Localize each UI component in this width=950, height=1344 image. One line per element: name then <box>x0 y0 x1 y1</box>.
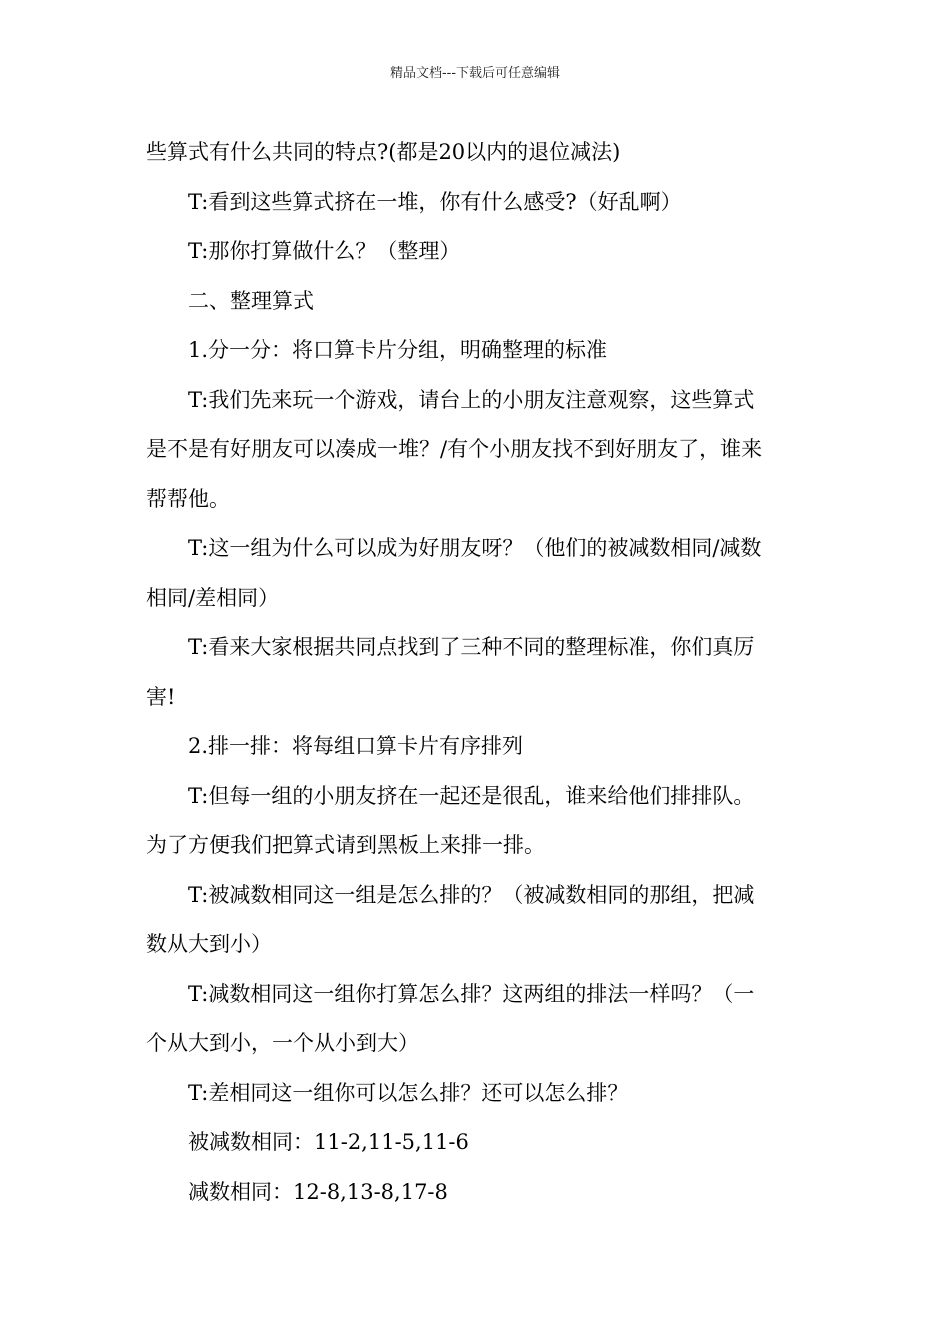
text-line: 1.分一分：将口算卡片分组，明确整理的标准 <box>188 338 608 362</box>
example-subtrahend-same <box>146 1168 810 1218</box>
paragraph-game <box>146 376 810 525</box>
text-line: T:看到这些算式挤在一堆，你有什么感受?（好乱啊） <box>188 189 682 214</box>
text-line: T:看来大家根据共同点找到了三种不同的整理标准，你们真厉 <box>188 635 755 659</box>
text-line: 为了方便我们把算式请到黑板上来排一排。 <box>146 833 545 857</box>
text-line: T:差相同这一组你可以怎么排？还可以怎么排？ <box>188 1080 629 1105</box>
document-body <box>146 128 810 1217</box>
text-line: T:但每一组的小朋友挤在一起还是很乱，谁来给他们排排队。 <box>188 783 755 808</box>
paragraph-continuation <box>146 128 810 178</box>
paragraph-subtrahend-same <box>146 970 810 1069</box>
paragraph-difference-same <box>146 1069 810 1119</box>
text-line: T:那你打算做什么？（整理） <box>188 239 461 263</box>
paragraph-why-friends <box>146 524 810 623</box>
text-line: 害! <box>146 684 176 709</box>
section-heading-organize <box>146 277 810 327</box>
step-heading-group <box>146 326 810 376</box>
text-line: 个从大到小，一个从小到大） <box>146 1031 419 1055</box>
text-line: 相同/差相同） <box>146 585 280 610</box>
paragraph-plan-question <box>146 227 810 277</box>
paragraph-three-standards <box>146 623 810 722</box>
page-header: 精品文档---下载后可任意编辑 <box>389 66 561 81</box>
paragraph-feeling-question <box>146 178 810 228</box>
text-line: T:被减数相同这一组是怎么排的？（被减数相同的那组，把减 <box>188 882 755 907</box>
text-line: 2.排一排：将每组口算卡片有序排列 <box>188 734 524 758</box>
text-line: 二、整理算式 <box>188 288 314 313</box>
text-line: 被减数相同：11-2,11-5,11-6 <box>188 1130 469 1154</box>
text-line: 数从大到小） <box>146 932 272 956</box>
text-line: 减数相同：12-8,13-8,17-8 <box>188 1179 448 1204</box>
example-minuend-same <box>146 1118 810 1168</box>
text-line: T:这一组为什么可以成为好朋友呀？（他们的被减数相同/减数 <box>188 536 762 560</box>
paragraph-minuend-same <box>146 871 810 970</box>
paragraph-line-up <box>146 772 810 871</box>
text-line: T:我们先来玩一个游戏，请台上的小朋友注意观察，这些算式 <box>188 387 755 412</box>
step-heading-order <box>146 722 810 772</box>
text-line: 是不是有好朋友可以凑成一堆？/有个小朋友找不到好朋友了，谁来 <box>146 437 763 461</box>
text-line: 帮帮他。 <box>146 486 230 511</box>
text-line: T:减数相同这一组你打算怎么排？这两组的排法一样吗？（一 <box>188 981 755 1006</box>
text-line: 些算式有什么共同的特点?(都是20以内的退位减法) <box>146 140 621 164</box>
